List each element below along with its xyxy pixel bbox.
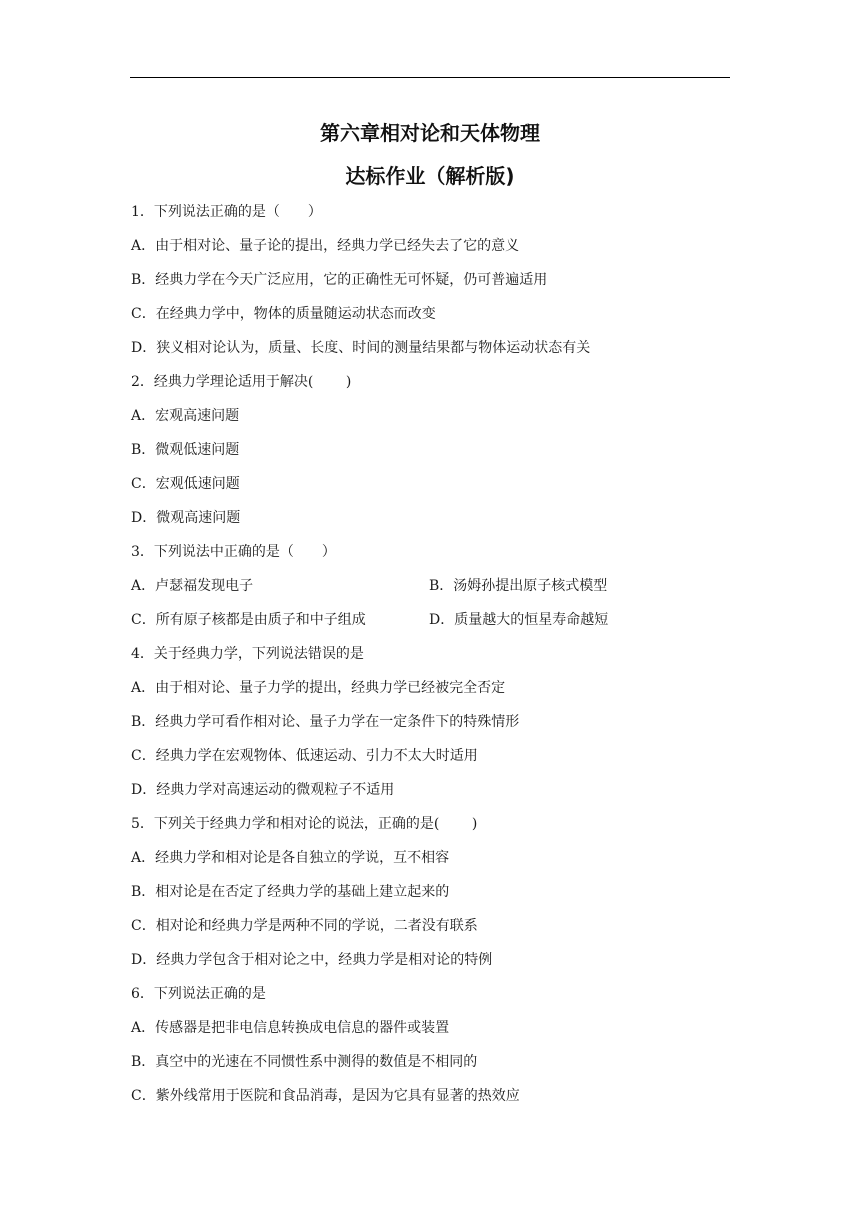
question-2-option-a: A．宏观高速问题: [131, 408, 240, 424]
question-5-option-c: C．相对论和经典力学是两种不同的学说，二者没有联系: [131, 918, 478, 934]
question-2-option-d: D．微观高速问题: [131, 510, 241, 526]
question-4-stem: 4．关于经典力学，下列说法错误的是: [131, 646, 364, 662]
question-list: [131, 200, 731, 1118]
question-4-option-a: A．由于相对论、量子力学的提出，经典力学已经被完全否定: [131, 680, 506, 696]
question-5-option-a: A．经典力学和相对论是各自独立的学说，互不相容: [131, 850, 450, 866]
question-6-option-b: B．真空中的光速在不同惯性系中测得的数值是不相同的: [131, 1054, 478, 1070]
document-title: 第六章相对论和天体物理: [320, 121, 540, 145]
question-6-option-a: A．传感器是把非电信息转换成电信息的器件或装置: [131, 1020, 450, 1036]
question-6-option-c: C．紫外线常用于医院和食品消毒，是因为它具有显著的热效应: [131, 1088, 520, 1104]
question-4-option-d: D．经典力学对高速运动的微观粒子不适用: [131, 782, 395, 798]
question-1-stem: 1．下列说法正确的是（ ）: [131, 204, 322, 220]
question-3-stem: 3．下列说法中正确的是（ ）: [131, 544, 336, 560]
question-5-stem: 5．下列关于经典力学和相对论的说法，正确的是( ): [131, 816, 478, 832]
question-5-option-d: D．经典力学包含于相对论之中，经典力学是相对论的特例: [131, 952, 493, 968]
question-3-options-row-2: [131, 608, 731, 642]
question-2-option-b: B．微观低速问题: [131, 442, 240, 458]
question-1-option-a: A．由于相对论、量子论的提出，经典力学已经失去了它的意义: [131, 238, 520, 254]
question-2-stem: 2．经典力学理论适用于解决( ): [131, 374, 352, 390]
question-4-option-c: C．经典力学在宏观物体、低速运动、引力不太大时适用: [131, 748, 478, 764]
question-3-options-row-1: [131, 574, 731, 608]
question-3-option-d: D．质量越大的恒星寿命越短: [429, 612, 609, 628]
question-4-option-b: B．经典力学可看作相对论、量子力学在一定条件下的特殊情形: [131, 714, 520, 730]
question-2-option-c: C．宏观低速问题: [131, 476, 240, 492]
question-1-option-c: C．在经典力学中，物体的质量随运动状态而改变: [131, 306, 436, 322]
question-6-stem: 6．下列说法正确的是: [131, 986, 266, 1002]
question-5-option-b: B．相对论是在否定了经典力学的基础上建立起来的: [131, 884, 450, 900]
document-subtitle: 达标作业（解析版): [345, 164, 515, 188]
question-1-option-b: B．经典力学在今天广泛应用，它的正确性无可怀疑，仍可普遍适用: [131, 272, 548, 288]
question-3-option-c: C．所有原子核都是由质子和中子组成: [131, 612, 366, 628]
question-3-option-a: A．卢瑟福发现电子: [131, 578, 254, 594]
question-3-option-b: B．汤姆孙提出原子核式模型: [429, 578, 608, 594]
question-1-option-d: D．狭义相对论认为，质量、长度、时间的测量结果都与物体运动状态有关: [131, 340, 591, 356]
header-rule: [130, 77, 730, 78]
